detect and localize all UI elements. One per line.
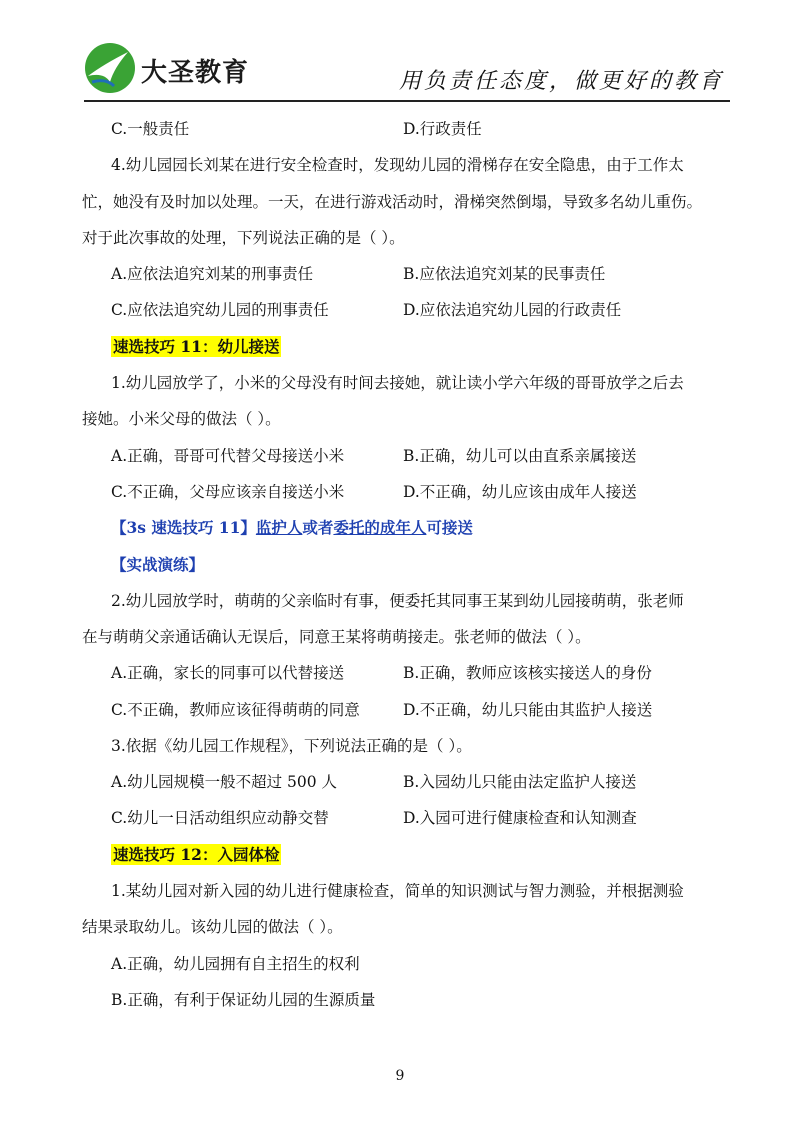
option-b: B.正确，幼儿可以由直系亲属接送 [403, 447, 637, 465]
brand-name: 大圣教育 [141, 58, 250, 88]
logo-icon [84, 42, 136, 94]
practice-heading: 【实战演练】 [111, 555, 205, 574]
option-d: D.不正确，幼儿应该由成年人接送 [403, 483, 637, 501]
option-a: A.幼儿园规模一般不超过 500 人 [111, 773, 338, 791]
header-slogan: 用负责任态度，做更好的教育 [398, 69, 724, 94]
question-text: 3.依据《幼儿园工作规程》，下列说法正确的是（ ）。 [111, 737, 472, 755]
option-a: A.正确，幼儿园拥有自主招生的权利 [111, 955, 360, 973]
option-d: D.不正确，幼儿只能由其监护人接送 [403, 701, 653, 719]
section-heading: 速选技巧 12：入园体检 [113, 845, 280, 864]
section-heading: 速选技巧 11：幼儿接送 [113, 337, 280, 356]
option-b: B.应依法追究刘某的民事责任 [403, 265, 606, 283]
option-d: D.入园可进行健康检查和认知测查 [403, 809, 637, 827]
question-text: 忙，她没有及时加以处理。一天，在进行游戏活动时，滑梯突然倒塌，导致多名幼儿重伤。 [82, 193, 703, 211]
option-b: B.正确，教师应该核实接送人的身份 [403, 664, 652, 682]
question-text: 2.幼儿园放学时，萌萌的父亲临时有事，便委托其同事王某到幼儿园接萌萌，张老师 [111, 592, 684, 610]
option-c: C.不正确，父母应该亲自接送小米 [111, 483, 345, 501]
question-text: 1.幼儿园放学了，小米的父母没有时间去接她，就让读小学六年级的哥哥放学之后去 [111, 374, 684, 392]
option-a: A.正确，家长的同事可以代替接送 [111, 664, 345, 682]
question-text: 结果录取幼儿。该幼儿园的做法（ ）。 [82, 918, 343, 936]
option-c: C.一般责任 [111, 120, 190, 138]
option-b: B.入园幼儿只能由法定监护人接送 [403, 773, 637, 791]
question-text: 1.某幼儿园对新入园的幼儿进行健康检查，简单的知识测试与智力测验，并根据测验 [111, 882, 684, 900]
option-a: A.正确，哥哥可代替父母接送小米 [111, 447, 345, 465]
option-a: A.应依法追究刘某的刑事责任 [111, 265, 314, 283]
option-c: C.幼儿一日活动组织应动静交替 [111, 809, 329, 827]
option-d: D.行政责任 [403, 120, 482, 138]
option-d: D.应依法追究幼儿园的行政责任 [403, 301, 622, 319]
question-text: 在与萌萌父亲通话确认无误后，同意王某将萌萌接走。张老师的做法（ ）。 [82, 628, 591, 646]
question-text: 对于此次事故的处理，下列说法正确的是（ ）。 [82, 229, 405, 247]
quick-tip: 【3s 速选技巧 11】监护人或者委托的成年人可接送 [111, 518, 473, 537]
option-c: C.不正确，教师应该征得萌萌的同意 [111, 701, 360, 719]
option-b: B.正确，有利于保证幼儿园的生源质量 [111, 991, 376, 1009]
page-number: 9 [395, 1068, 405, 1084]
question-text: 4.幼儿园园长刘某在进行安全检查时，发现幼儿园的滑梯存在安全隐患，由于工作太 [111, 156, 684, 174]
page-header [84, 38, 730, 102]
question-text: 接她。小米父母的做法（ ）。 [82, 410, 281, 428]
option-c: C.应依法追究幼儿园的刑事责任 [111, 301, 329, 319]
